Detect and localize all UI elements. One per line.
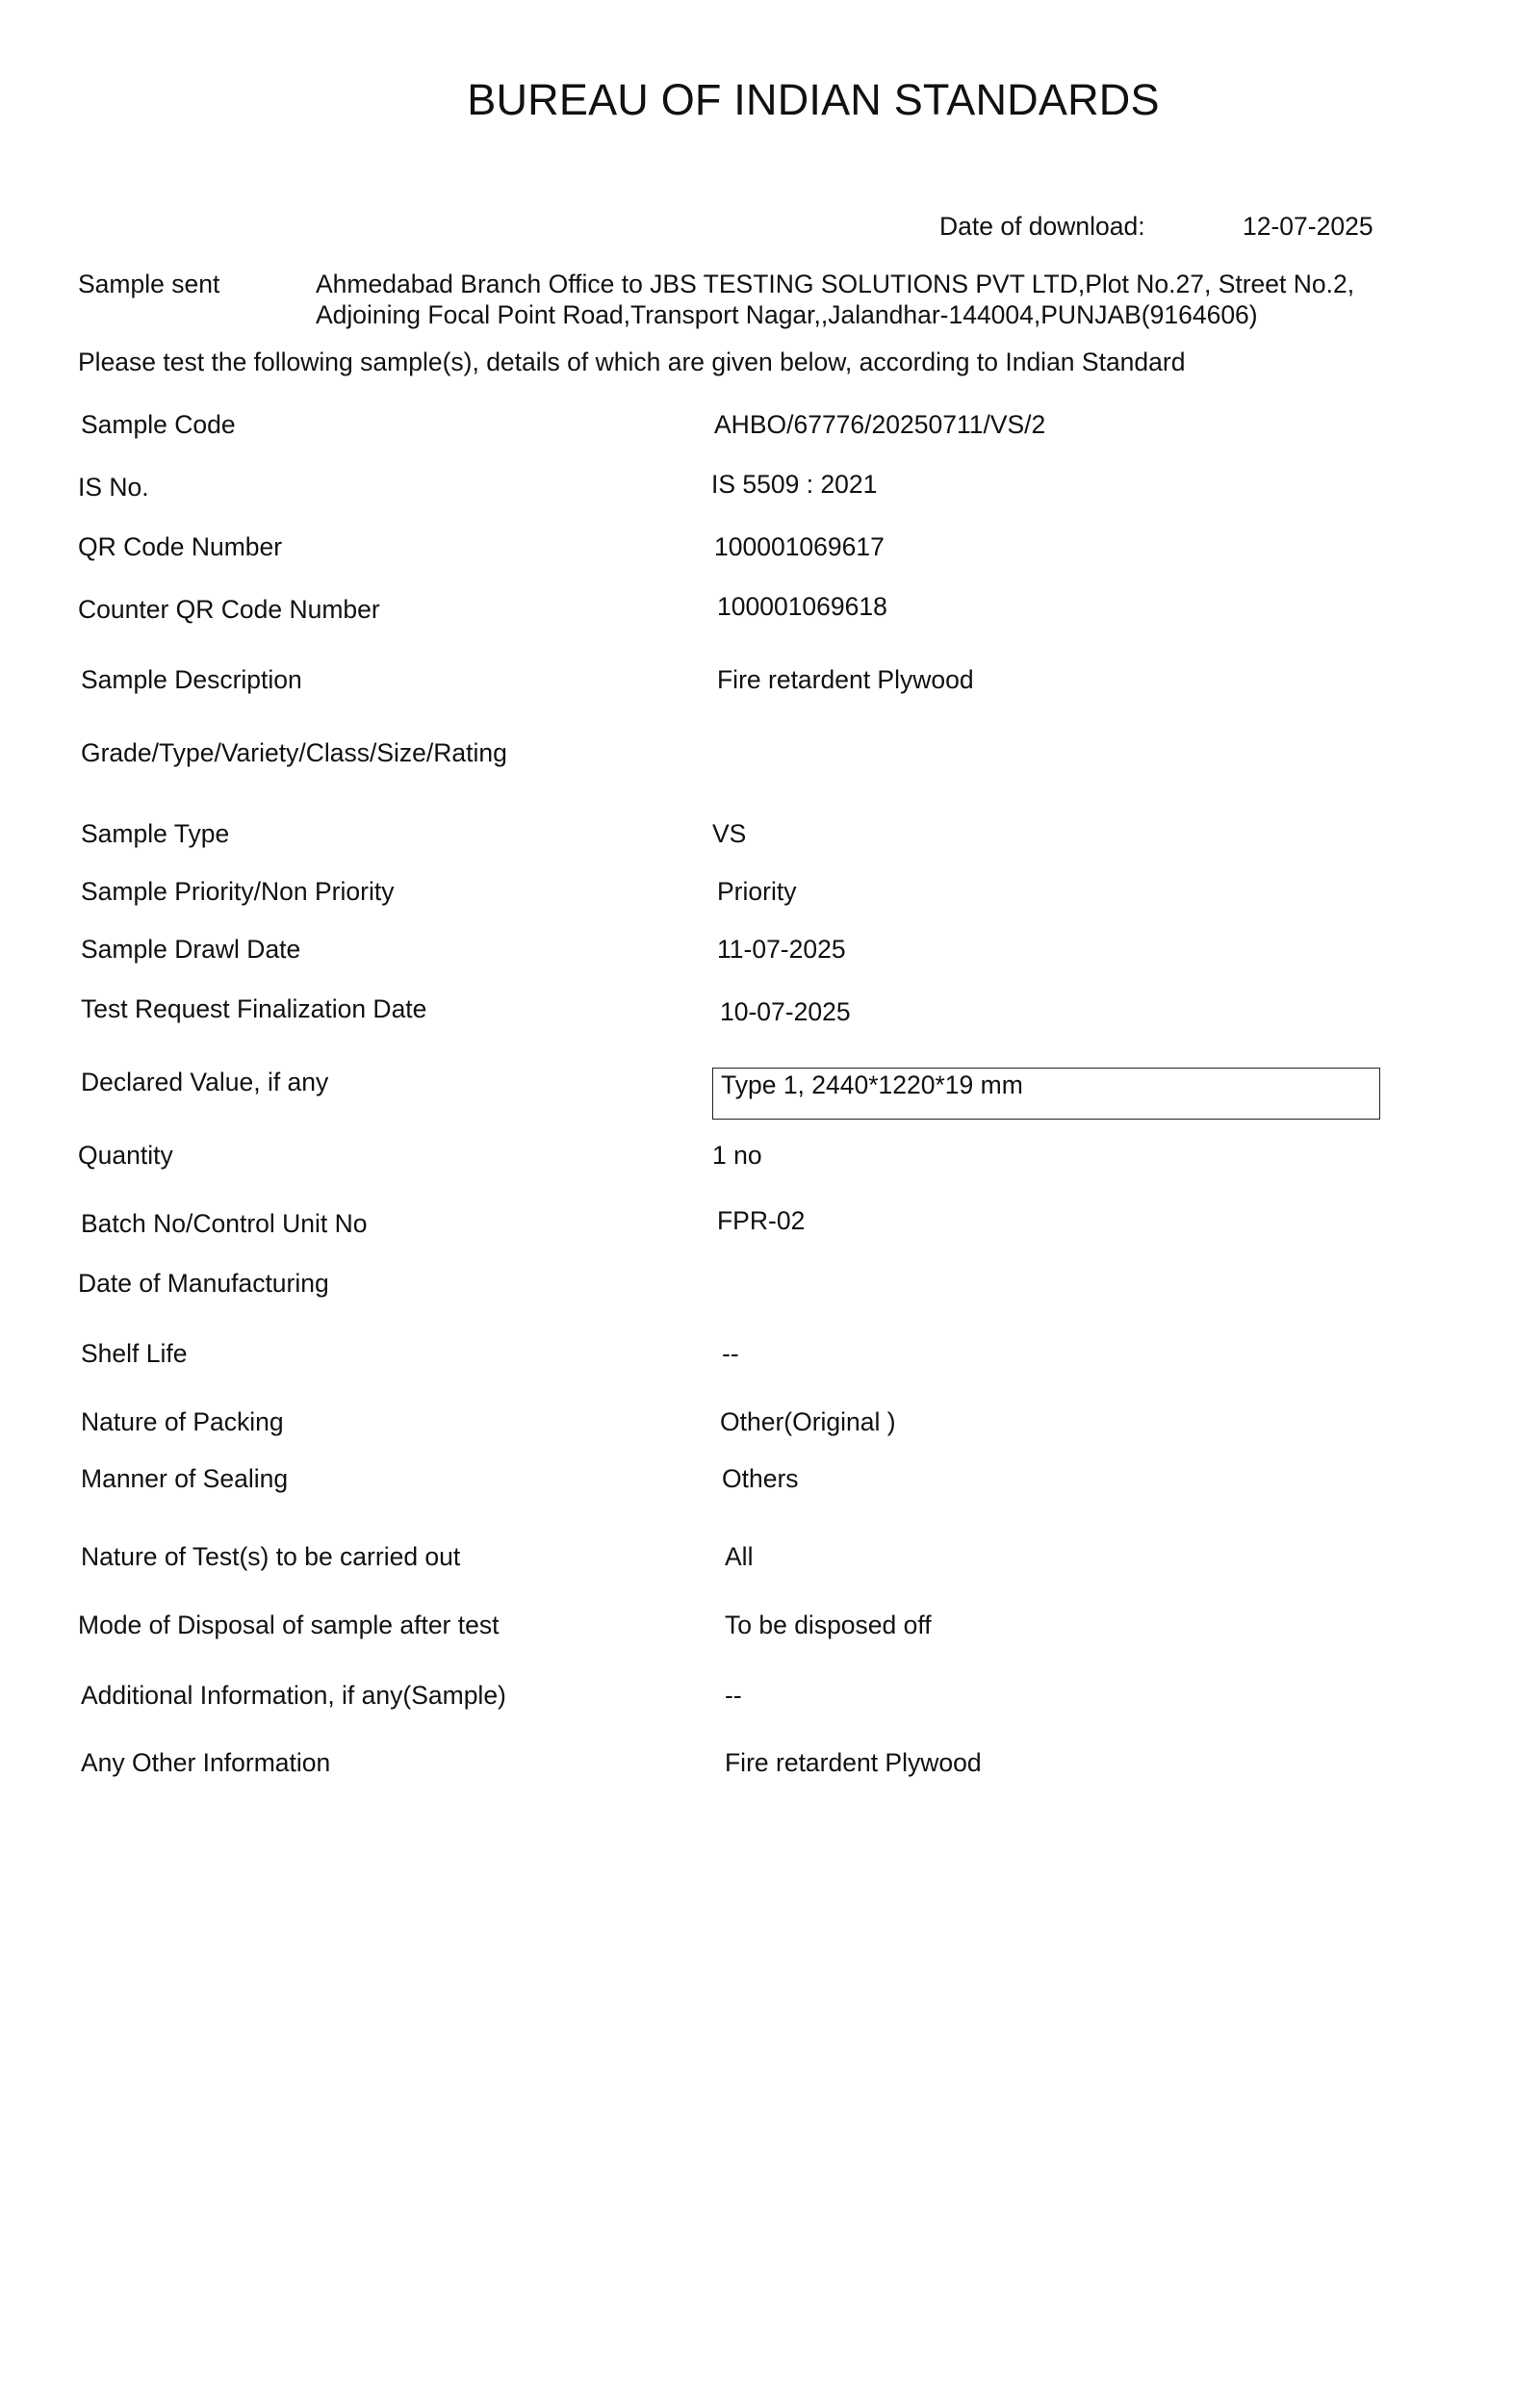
grade-label: Grade/Type/Variety/Class/Size/Rating bbox=[81, 738, 507, 767]
drawl-date-value: 11-07-2025 bbox=[717, 935, 846, 964]
priority-value: Priority bbox=[717, 877, 797, 906]
tests-value: All bbox=[725, 1542, 754, 1571]
counter-qr-label: Counter QR Code Number bbox=[78, 595, 380, 624]
sample-description-label: Sample Description bbox=[81, 665, 302, 694]
sample-description-value: Fire retardent Plywood bbox=[717, 665, 974, 694]
declared-value-value: Type 1, 2440*1220*19 mm bbox=[721, 1070, 1023, 1099]
qr-code-value: 100001069617 bbox=[714, 532, 885, 561]
other-info-label: Any Other Information bbox=[81, 1748, 331, 1777]
finalization-date-value: 10-07-2025 bbox=[720, 997, 851, 1026]
other-info-value: Fire retardent Plywood bbox=[725, 1748, 982, 1777]
sample-type-value: VS bbox=[712, 819, 747, 848]
sample-sent-line-1: Ahmedabad Branch Office to JBS TESTING SOLUTIONS PVT LTD,Plot No.27, Street No.2, bbox=[316, 270, 1355, 298]
declared-value-label: Declared Value, if any bbox=[81, 1068, 329, 1096]
disposal-label: Mode of Disposal of sample after test bbox=[78, 1611, 500, 1639]
quantity-value: 1 no bbox=[712, 1141, 762, 1170]
batch-no-label: Batch No/Control Unit No bbox=[81, 1209, 368, 1238]
page-title: BUREAU OF INDIAN STANDARDS bbox=[467, 75, 1160, 124]
sample-sent-value bbox=[316, 269, 1403, 330]
sample-code-label: Sample Code bbox=[81, 410, 236, 439]
packing-value: Other(Original ) bbox=[720, 1407, 896, 1436]
packing-label: Nature of Packing bbox=[81, 1407, 284, 1436]
counter-qr-value: 100001069618 bbox=[717, 592, 887, 621]
qr-code-label: QR Code Number bbox=[78, 532, 283, 561]
instruction-text: Please test the following sample(s), details of which are given below, according to Indian Standard bbox=[78, 348, 1186, 376]
is-no-label: IS No. bbox=[78, 473, 149, 502]
is-no-value: IS 5509 : 2021 bbox=[711, 470, 878, 499]
finalization-date-label: Test Request Finalization Date bbox=[81, 994, 427, 1023]
sample-code-value: AHBO/67776/20250711/VS/2 bbox=[714, 410, 1046, 439]
quantity-label: Quantity bbox=[78, 1141, 173, 1170]
priority-label: Sample Priority/Non Priority bbox=[81, 877, 395, 906]
additional-info-label: Additional Information, if any(Sample) bbox=[81, 1681, 506, 1710]
sealing-value: Others bbox=[722, 1464, 799, 1493]
download-date-label: Date of download: bbox=[939, 212, 1145, 241]
additional-info-value: -- bbox=[725, 1681, 742, 1710]
manufacturing-date-label: Date of Manufacturing bbox=[78, 1269, 329, 1298]
disposal-value: To be disposed off bbox=[725, 1611, 932, 1639]
shelf-life-label: Shelf Life bbox=[81, 1339, 188, 1368]
sample-type-label: Sample Type bbox=[81, 819, 230, 848]
download-date-value: 12-07-2025 bbox=[1243, 212, 1373, 241]
tests-label: Nature of Test(s) to be carried out bbox=[81, 1542, 461, 1571]
sealing-label: Manner of Sealing bbox=[81, 1464, 289, 1493]
drawl-date-label: Sample Drawl Date bbox=[81, 935, 301, 964]
shelf-life-value: -- bbox=[722, 1339, 739, 1368]
sample-sent-line-2: Adjoining Focal Point Road,Transport Nagar,,Jalandhar-144004,PUNJAB(9164606) bbox=[316, 300, 1258, 329]
batch-no-value: FPR-02 bbox=[717, 1206, 806, 1235]
sample-sent-label: Sample sent bbox=[78, 270, 220, 298]
